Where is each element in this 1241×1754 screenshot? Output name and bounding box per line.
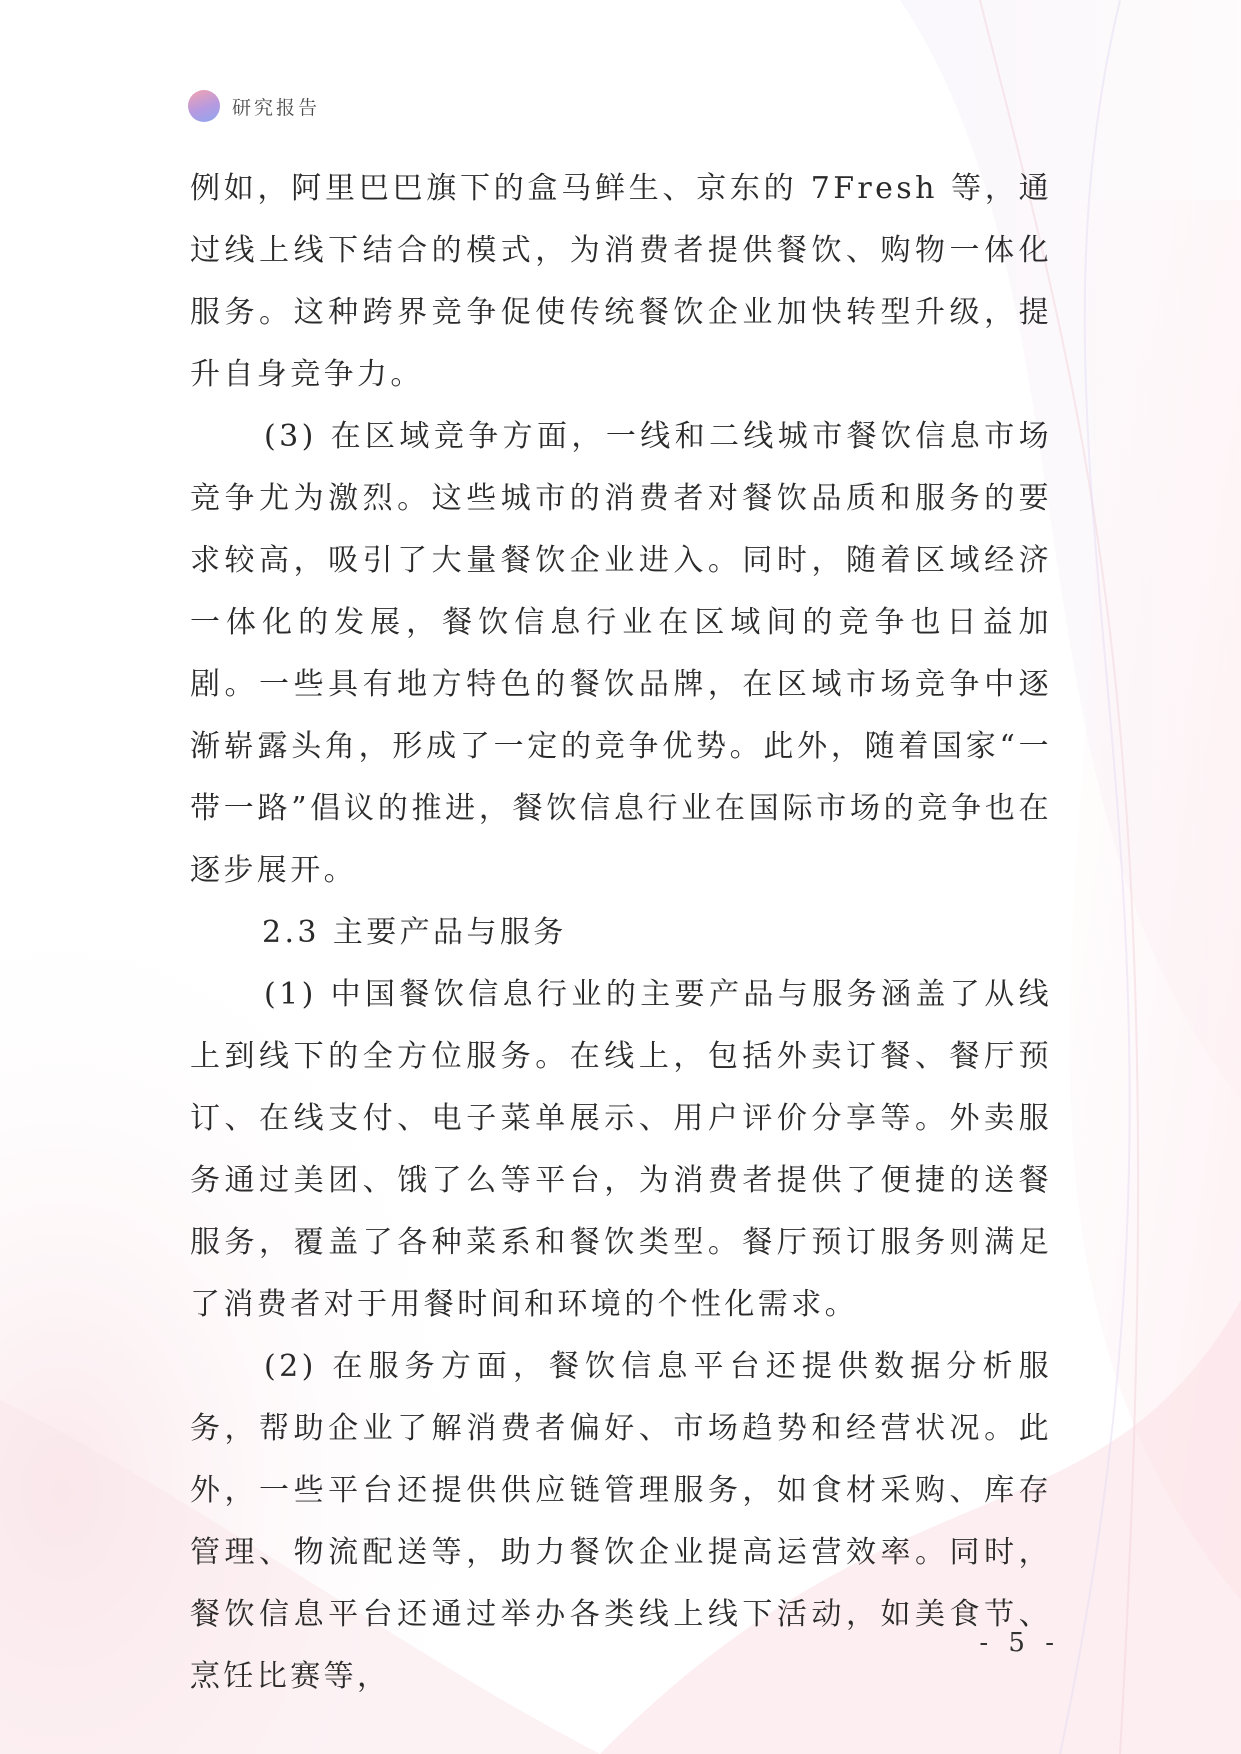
paragraph: (1) 中国餐饮信息行业的主要产品与服务涵盖了从线上到线下的全方位服务。在线上，包括外卖订餐、餐厅预订、在线支付、电子菜单展示、用户评价分享等。外卖服务通过美团、饿了么等平台，为消费者提供了便捷的送餐服务，覆盖了各种菜系和餐饮类型。餐厅预订服务则满足了消费者对于用餐时间和环境的个性化需求。 bbox=[190, 977, 1052, 1322]
paragraph: (3) 在区域竞争方面，一线和二线城市餐饮信息市场竞争尤为激烈。这些城市的消费者对餐饮品质和服务的要求较高，吸引了大量餐饮企业进入。同时，随着区域经济一体化的发展，餐饮信息行业在区域间的竞争也日益加剧。一些具有地方特色的餐饮品牌，在区域市场竞争中逐渐崭露头角，形成了一定的竞争优势。此外，随着国家“一带一路”倡议的推进，餐饮信息行业在国际市场的竞争也在逐步展开。 bbox=[190, 419, 1052, 888]
section-heading: 2.3 主要产品与服务 bbox=[262, 915, 567, 950]
page-number: - 5 - bbox=[979, 1628, 1060, 1658]
document-body bbox=[190, 158, 1052, 1708]
paragraph: (2) 在服务方面，餐饮信息平台还提供数据分析服务，帮助企业了解消费者偏好、市场趋势和经营状况。此外，一些平台还提供供应链管理服务，如食材采购、库存管理、物流配送等，助力餐饮企业提高运营效率。同时，餐饮信息平台还通过举办各类线上线下活动，如美食节、烹饪比赛等， bbox=[190, 1349, 1052, 1694]
paragraph: 例如，阿里巴巴旗下的盒马鲜生、京东的 7Fresh 等，通过线上线下结合的模式，为消费者提供餐饮、购物一体化服务。这种跨界竞争促使传统餐饮企业加快转型升级，提升自身竞争力。 bbox=[190, 171, 1052, 392]
header-title: 研究报告 bbox=[232, 96, 321, 119]
logo-icon bbox=[188, 90, 220, 122]
page-header bbox=[188, 88, 320, 124]
